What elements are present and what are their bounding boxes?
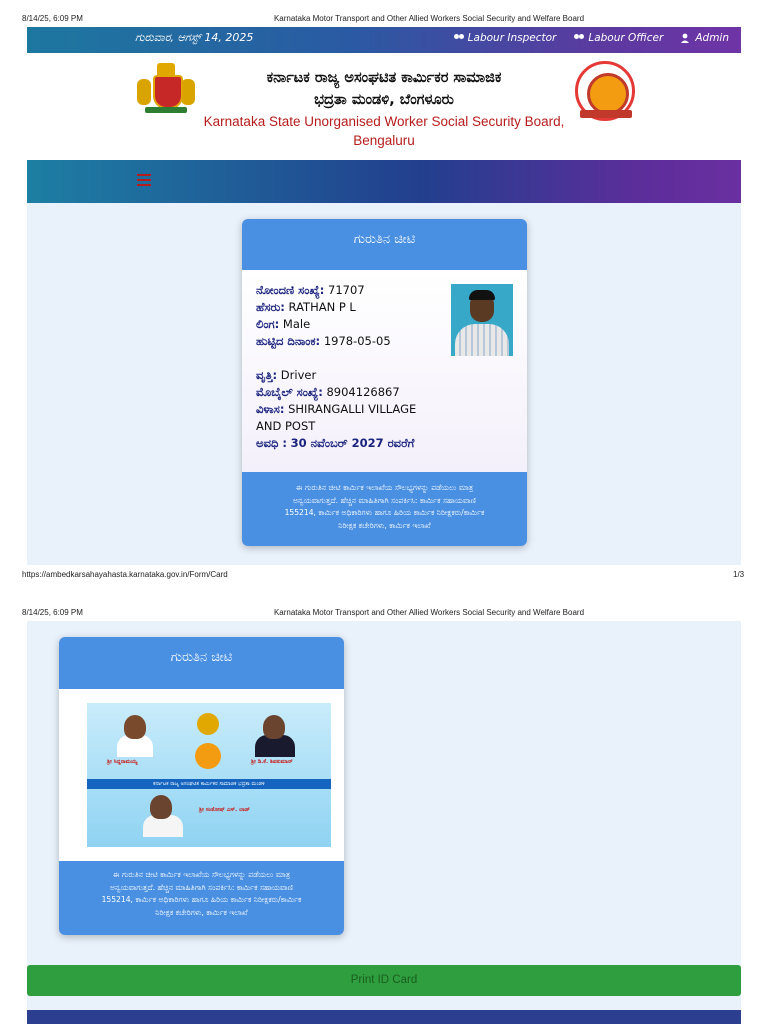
occupation: ವೃತ್ತಿ: Driver [256, 368, 317, 382]
menu-icon[interactable] [137, 174, 151, 186]
site-header [27, 53, 741, 160]
id-card-front [242, 219, 527, 546]
id-card-fields [256, 282, 446, 452]
id-card-heading: ಗುರುತಿನ ಚೀಟಿ [242, 219, 527, 270]
print-page-title: Karnataka Motor Transport and Other Allied Workers Social Security and Welfare Board [273, 14, 585, 23]
date-of-birth: ಹುಟ್ಟಿದ ದಿನಾಂಕ: 1978-05-05 [256, 334, 391, 348]
footer-line: ನಿರೀಕ್ಷಕ ಕಚೇರಿಗಳು, ಕಾರ್ಮಿಕ ಇಲಾಖೆ [338, 520, 431, 530]
footer-line: ಅನ್ವಯವಾಗುತ್ತದೆ. ಹೆಚ್ಚಿನ ಮಾಹಿತಿಗಾಗಿ ಸಂಪರ್ಕಿಸಿ: ಕಾರ್ಮಿಕ ಸಹಾಯವಾಣಿ [293, 495, 476, 505]
leader-name-2: ಶ್ರೀ ಡಿ.ಕೆ. ಶಿವಕುಮಾರ್ [251, 759, 293, 765]
print-id-card-button[interactable]: Print ID Card [27, 965, 741, 996]
footer-line: ಅನ್ವಯವಾಗುತ್ತದೆ. ಹೆಚ್ಚಿನ ಮಾಹಿತಿಗಾಗಿ ಸಂಪರ್ಕಿಸಿ: ಕಾರ್ಮಿಕ ಸಹಾಯವಾಣಿ [110, 882, 293, 892]
print-url: https://ambedkarsahayahasta.karnataka.gov.in/Form/Card [22, 570, 228, 579]
footer-line: 155214, ಕಾರ್ಮಿಕ ಅಧಿಕಾರಿಗಳು ಹಾಗೂ ಹಿರಿಯ ಕಾರ್ಮಿಕ ನಿರೀಕ್ಷಕರು/ಕಾರ್ಮಿಕ [284, 508, 485, 517]
mobile-number: ಮೊಬೈಲ್ ಸಂಖ್ಯೆ: 8904126867 [256, 385, 400, 399]
footer-line: ಈ ಗುರುತಿನ ಚೀಟಿ ಕಾರ್ಮಿಕ ಇಲಾಖೆಯ ಸೌಲಭ್ಯಗಳನ್ನು ಪಡೆಯಲು ಮಾತ್ರ [295, 483, 474, 492]
board-title-english [197, 112, 571, 150]
id-card-back-heading: ಗುರುತಿನ ಚೀಟಿ [59, 637, 344, 689]
board-title-english-line1: Karnataka State Unorganised Worker Social Security Board, [203, 114, 565, 129]
admin-label: Admin [695, 32, 729, 44]
current-date: ಗುರುವಾರ, ಆಗಸ್ಟ್ 14, 2025 [135, 31, 254, 44]
id-card-back-footer-note [59, 861, 344, 935]
footer-bar [27, 1010, 741, 1024]
id-card-back [59, 637, 344, 935]
board-title-english-line2: Bengaluru [353, 133, 415, 148]
id-card-back-body [59, 689, 344, 861]
banner-caption-strip [87, 779, 331, 789]
banner-caption: ಕರ್ನಾಟಕ ರಾಜ್ಯ ಅಸಂಘಟಿತ ಕಾರ್ಮಿಕರ ಸಾಮಾಜಿಕ ಭದ್ರತಾ ಮಂಡಳಿ [153, 781, 265, 787]
user-cog-icon [681, 33, 691, 43]
karnataka-emblem-logo [137, 61, 195, 113]
print-page-number: 1/3 [733, 570, 745, 579]
address-line2: AND POST [256, 419, 316, 433]
footer-line: ನಿರೀಕ್ಷಕ ಕಚೇರಿಗಳು, ಕಾರ್ಮಿಕ ಇಲಾಖೆ [155, 907, 248, 917]
leaders-banner-image [87, 703, 331, 847]
users-icon [574, 34, 584, 42]
print-page-title-2: Karnataka Motor Transport and Other Allied Workers Social Security and Welfare Board [273, 608, 585, 617]
users-icon [454, 34, 464, 42]
labour-inspector-label: Labour Inspector [467, 32, 557, 44]
worker-photo [451, 284, 513, 356]
footer-line: ಈ ಗುರುತಿನ ಚೀಟಿ ಕಾರ್ಮಿಕ ಇಲಾಖೆಯ ಸೌಲಭ್ಯಗಳನ್ನು ಪಡೆಯಲು ಮಾತ್ರ [112, 870, 291, 879]
labour-officer-label: Labour Officer [588, 32, 664, 44]
content-area [27, 203, 741, 565]
id-card-footer-note [242, 472, 527, 546]
top-bar [27, 27, 741, 53]
footer-line: 155214, ಕಾರ್ಮಿಕ ಅಧಿಕಾರಿಗಳು ಹಾಗೂ ಹಿರಿಯ ಕಾರ್ಮಿಕ ನಿರೀಕ್ಷಕರು/ಕಾರ್ಮಿಕ [101, 895, 302, 904]
admin-link[interactable] [681, 32, 729, 44]
board-seal-logo [575, 61, 635, 121]
leader-name-3: ಶ್ರೀ ಸಂತೋಷ್ ಎಸ್. ಲಾಡ್ [199, 807, 250, 813]
validity: ಅವಧಿ : 30 ನವೆಂಬರ್ 2027 ರವರೆಗೆ [256, 436, 415, 450]
registration-number: ನೋಂದಣಿ ಸಂಖ್ಯೆ: 71707 [256, 283, 365, 297]
board-title-kannada [197, 67, 571, 111]
gender: ಲಿಂಗ: Male [256, 317, 311, 331]
leader-name-1: ಶ್ರೀ ಸಿದ್ದರಾಮಯ್ಯ [107, 759, 138, 765]
worker-name: ಹೆಸರು: RATHAN P L [256, 300, 356, 314]
labour-officer-link[interactable] [574, 32, 663, 44]
board-title-kannada-line1: ಕರ್ನಾಟಕ ರಾಜ್ಯ ಅಸಂಘಟಿತ ಕಾರ್ಮಿಕರ ಸಾಮಾಜಿಕ [266, 70, 502, 86]
content-area-2 [27, 621, 741, 1024]
labour-inspector-link[interactable] [454, 32, 557, 44]
top-links [454, 32, 729, 44]
nav-bar [27, 160, 741, 203]
board-title-kannada-line2: ಭದ್ರತಾ ಮಂಡಳಿ, ಬೆಂಗಳೂರು [314, 92, 454, 108]
id-card-body [242, 270, 527, 472]
print-datetime-2: 8/14/25, 6:09 PM [22, 608, 83, 617]
address: ವಿಳಾಸ: SHIRANGALLI VILLAGE [256, 402, 417, 416]
print-datetime: 8/14/25, 6:09 PM [22, 14, 83, 23]
